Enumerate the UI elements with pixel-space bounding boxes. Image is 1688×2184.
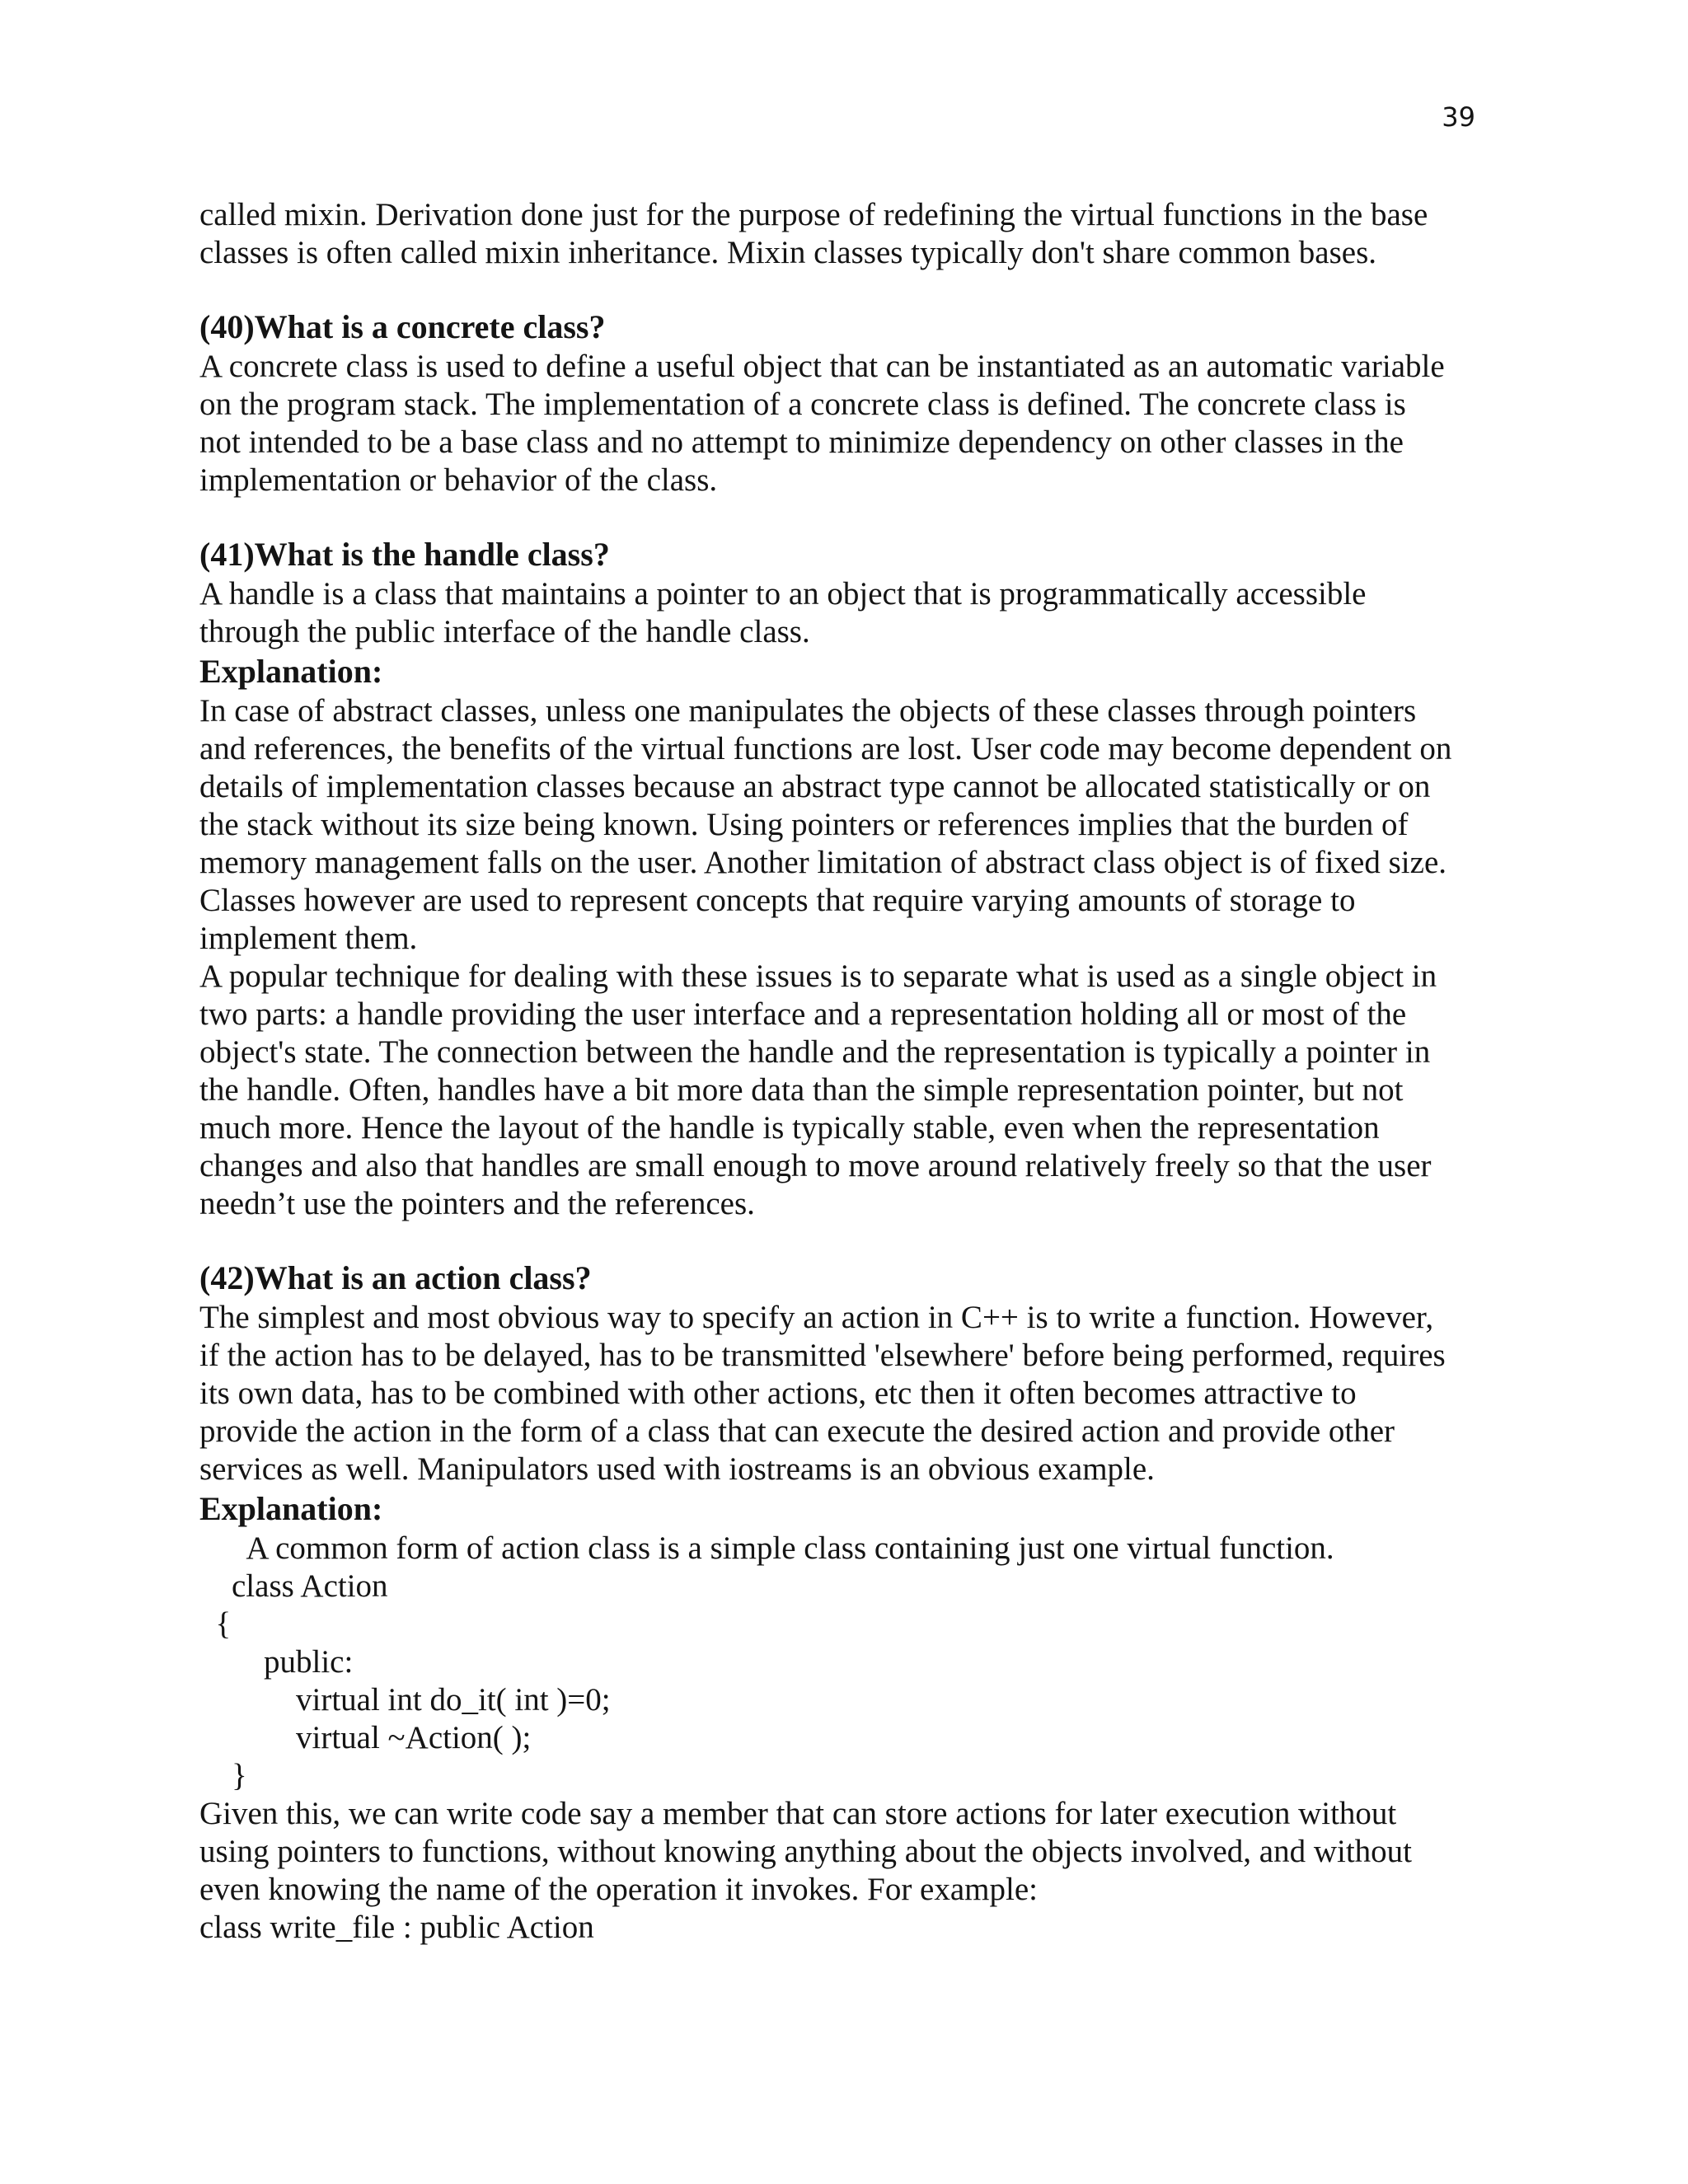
code-line: } — [199, 1758, 247, 1793]
paragraph-line: the handle. Often, handles have a bit more data than the simple representation pointer, but not — [199, 1072, 1404, 1108]
paragraph-line: A handle is a class that maintains a pointer to an object that is programmatically accessible — [199, 576, 1367, 612]
question-heading-40: (40)What is a concrete class? — [199, 308, 606, 345]
question-heading-41: (41)What is the handle class? — [199, 536, 610, 573]
code-line: virtual ~Action( ); — [199, 1720, 532, 1755]
code-line: A common form of action class is a simple class containing just one virtual function. — [199, 1530, 1334, 1566]
code-line: public: — [199, 1644, 354, 1680]
paragraph-line: The simplest and most obvious way to specify an action in C++ is to write a function. However, — [199, 1300, 1434, 1335]
explanation-heading: Explanation: — [199, 1490, 383, 1527]
paragraph-line: through the public interface of the handle class. — [199, 614, 810, 649]
paragraph-line: using pointers to functions, without knowing anything about the objects involved, and without — [199, 1834, 1413, 1869]
paragraph-line: A popular technique for dealing with these issues is to separate what is used as a single object in — [199, 958, 1437, 994]
paragraph-line: object's state. The connection between the handle and the representation is typically a pointer in — [199, 1034, 1431, 1070]
spacer — [199, 499, 1493, 534]
paragraph-line: classes is often called mixin inheritance. Mixin classes typically don't share common bases. — [199, 235, 1376, 270]
paragraph-line: class write_file : public Action — [199, 1910, 594, 1945]
paragraph-line: Given this, we can write code say a member that can store actions for later execution without — [199, 1796, 1397, 1831]
paragraph-line: implement them. — [199, 921, 418, 956]
paragraph-line: needn’t use the pointers and the references. — [199, 1186, 755, 1221]
paragraph-line: Classes however are used to represent concepts that require varying amounts of storage to — [199, 883, 1356, 918]
paragraph-line: not intended to be a base class and no attempt to minimize dependency on other classes in the — [199, 424, 1404, 460]
code-line: virtual int do_it( int )=0; — [199, 1682, 611, 1718]
paragraph-line: if the action has to be delayed, has to be transmitted 'elsewhere' before being performed, requires — [199, 1338, 1446, 1373]
code-line: class Action — [199, 1568, 388, 1604]
explanation-heading: Explanation: — [199, 653, 383, 690]
paragraph-line: on the program stack. The implementation of a concrete class is defined. The concrete class is — [199, 387, 1406, 422]
paragraph-line: provide the action in the form of a class that can execute the desired action and provide other — [199, 1413, 1395, 1449]
paragraph-line: two parts: a handle providing the user interface and a representation holding all or most of the — [199, 996, 1407, 1032]
paragraph-line: and references, the benefits of the virtual functions are lost. User code may become dependent on — [199, 731, 1452, 766]
question-heading-42: (42)What is an action class? — [199, 1259, 592, 1296]
page-number: 39 — [1442, 101, 1475, 133]
paragraph-line: services as well. Manipulators used with iostreams is an obvious example. — [199, 1451, 1155, 1487]
paragraph-line: A concrete class is used to define a useful object that can be instantiated as an automatic variable — [199, 349, 1445, 384]
paragraph-line: implementation or behavior of the class. — [199, 462, 718, 498]
spacer — [199, 272, 1493, 307]
paragraph-line: memory management falls on the user. Another limitation of abstract class object is of fixed size. — [199, 845, 1447, 880]
spacer — [199, 1223, 1493, 1258]
paragraph-line: its own data, has to be combined with other actions, etc then it often becomes attractive to — [199, 1376, 1357, 1411]
paragraph-line: the stack without its size being known. Using pointers or references implies that the burden of — [199, 807, 1409, 842]
document-body — [199, 196, 1493, 1947]
paragraph-line: changes and also that handles are small enough to move around relatively freely so that the user — [199, 1148, 1432, 1183]
paragraph-line: called mixin. Derivation done just for the purpose of redefining the virtual functions in the base — [199, 197, 1428, 232]
paragraph-line: details of implementation classes because an abstract type cannot be allocated statistically or on — [199, 769, 1431, 804]
paragraph-line: much more. Hence the layout of the handle is typically stable, even when the representation — [199, 1110, 1380, 1146]
code-line: { — [199, 1606, 232, 1642]
paragraph-line: In case of abstract classes, unless one manipulates the objects of these classes through pointers — [199, 693, 1417, 729]
paragraph-line: even knowing the name of the operation it invokes. For example: — [199, 1872, 1038, 1907]
